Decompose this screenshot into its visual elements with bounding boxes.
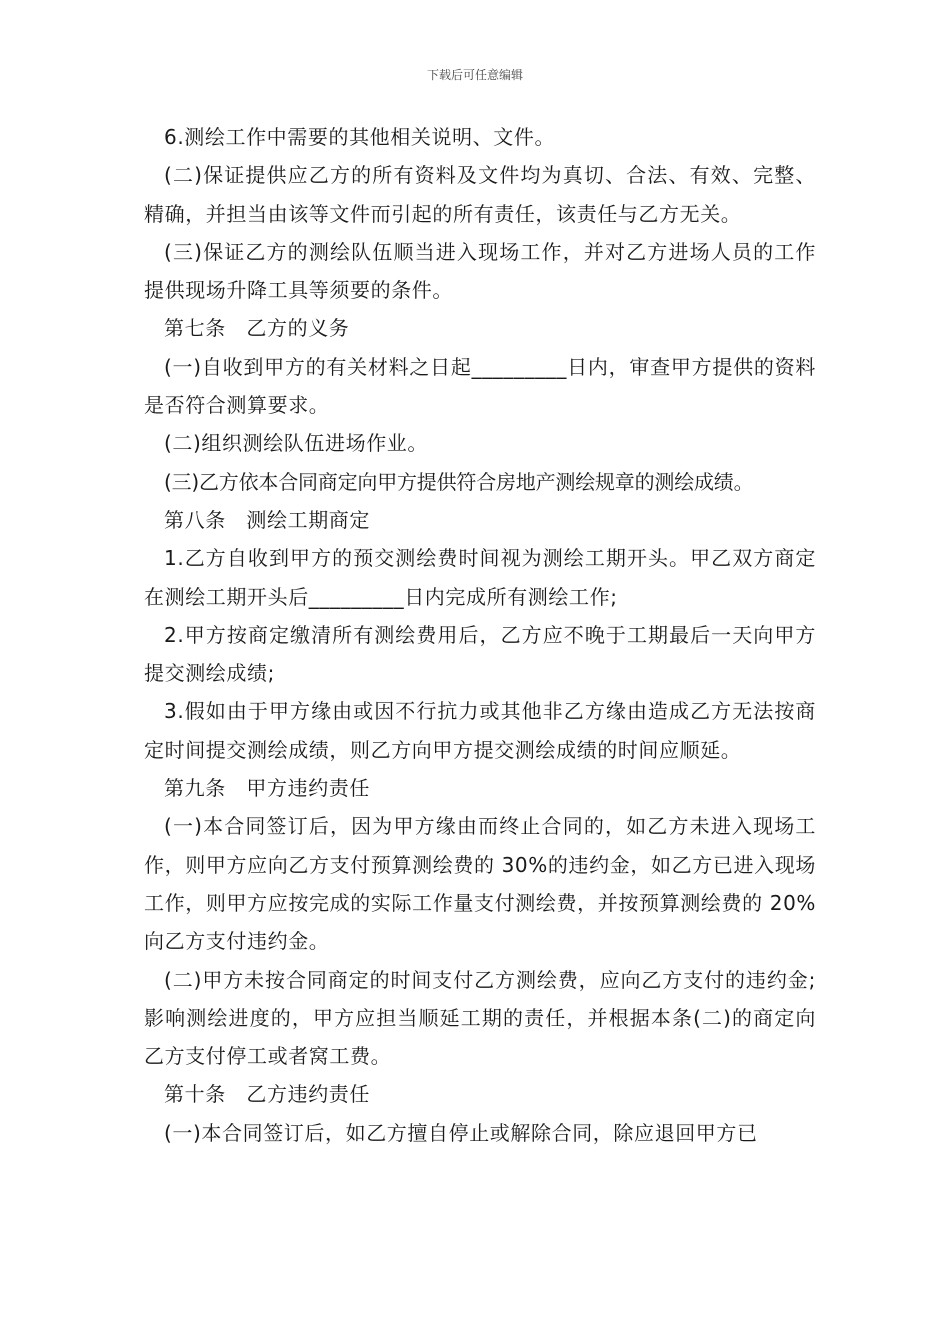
- paragraph-provide-results: (三)乙方依本合同商定向甲方提供符合房地产测绘规章的测绘成绩。: [164, 469, 754, 494]
- document-body: [144, 118, 816, 1152]
- paragraph-schedule-start: 1.乙方自收到甲方的预交测绘费时间视为测绘工期开头。甲乙双方商定在测绘工期开头后_________日内完成所有测绘工作;: [144, 546, 816, 609]
- article-7-heading: 第七条 乙方的义务: [164, 316, 350, 341]
- paragraph-guarantee-documents: (二)保证提供应乙方的所有资料及文件均为真切、合法、有效、完整、精确，并担当由该等文件而引起的所有责任，该责任与乙方无关。: [144, 163, 816, 226]
- page-header: 下载后可任意编辑: [426, 68, 523, 82]
- paragraph-schedule-delivery: 2.甲方按商定缴清所有测绘费用后，乙方应不晚于工期最后一天向甲方提交测绘成绩;: [144, 622, 816, 686]
- paragraph-schedule-extension: 3.假如由于甲方缘由或因不行抗力或其他非乙方缘由造成乙方无法按商定时间提交测绘成绩，则乙方向甲方提交测绘成绩的时间应顺延。: [144, 699, 816, 762]
- paragraph-organize-team: (二)组织测绘队伍进场作业。: [164, 431, 429, 456]
- paragraph-guarantee-site-access: (三)保证乙方的测绘队伍顺当进入现场工作，并对乙方进场人员的工作提供现场升降工具等须要的条件。: [144, 239, 816, 303]
- paragraph-party-b-termination: (一)本合同签订后，如乙方擅自停止或解除合同，除应退回甲方已: [164, 1120, 758, 1145]
- paragraph-item-6: 6.测绘工作中需要的其他相关说明、文件。: [164, 125, 556, 149]
- article-9-heading: 第九条 甲方违约责任: [164, 776, 370, 801]
- paragraph-party-a-late-payment: (二)甲方未按合同商定的时间支付乙方测绘费，应向乙方支付的违约金;影响测绘进度的，甲方应担当顺延工期的责任，并根据本条(二)的商定向乙方支付停工或者窝工费。: [144, 967, 816, 1069]
- paragraph-review-materials: (一)自收到甲方的有关材料之日起_________日内，审查甲方提供的资料是否符合测算要求。: [144, 354, 816, 418]
- article-8-heading: 第八条 测绘工期商定: [164, 507, 370, 532]
- article-10-heading: 第十条 乙方违约责任: [164, 1082, 370, 1107]
- paragraph-party-a-termination: (一)本合同签订后，因为甲方缘由而终止合同的，如乙方未进入现场工作，则甲方应向乙方支付预算测绘费的 30%的违约金，如乙方已进入现场工作，则甲方应按完成的实际工作量支付测绘费，并按预算测绘费的 20%向乙方支付违约金。: [144, 814, 816, 954]
